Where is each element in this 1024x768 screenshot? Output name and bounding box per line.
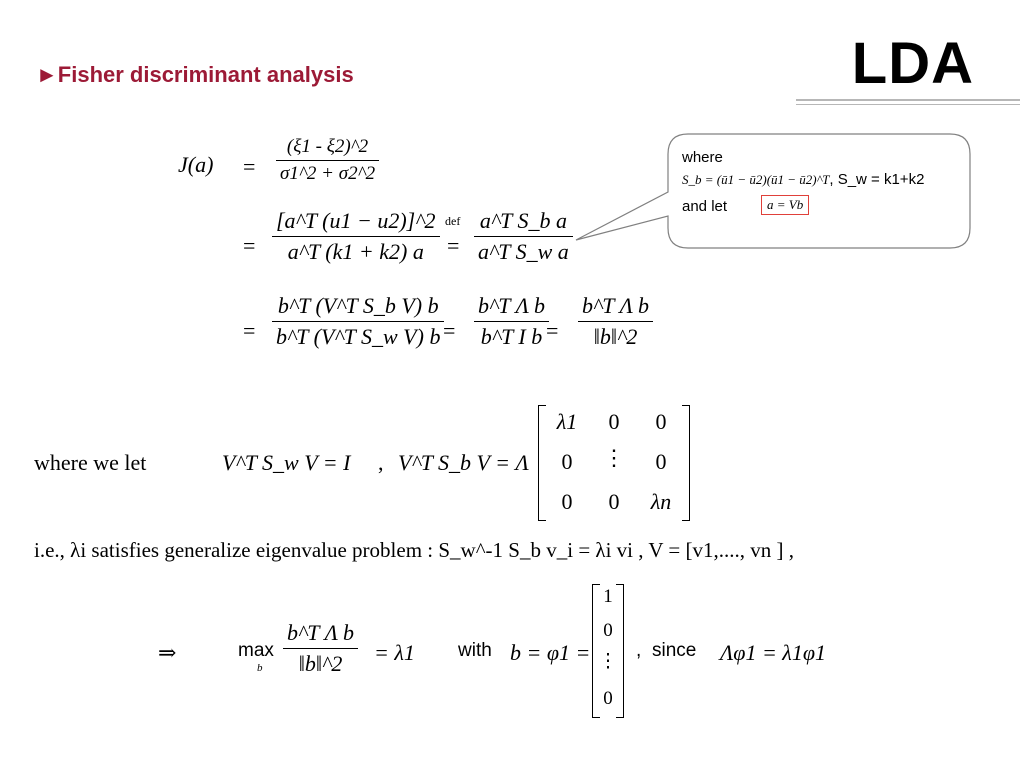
row3-denominator-b: b^T I b: [480, 324, 543, 349]
eigen-problem-statement: i.e., λi satisfies generalize eigenvalue problem : S_w^-1 S_b v_i = λi vi , V = [v1,...., vn ] ,: [34, 538, 794, 562]
implies-arrow: ⇒: [158, 640, 177, 665]
vector-cell: 0: [603, 620, 613, 641]
eigen-relation: Λφ1 = λ1φ1: [720, 640, 827, 665]
slide-title: LDA: [851, 31, 974, 96]
condition-diagonal: V^T S_b V = Λ: [398, 450, 529, 475]
with-label: with: [458, 640, 492, 661]
fraction-max: [283, 620, 358, 677]
row3-denominator-c: ‖b‖^2: [593, 324, 638, 349]
matrix-cell: 0: [561, 449, 573, 474]
unit-vector: [592, 584, 624, 718]
vector-cell: 1: [603, 586, 613, 607]
where-we-let: where we let: [34, 450, 147, 475]
highlighted-substitution: a = Vb: [761, 195, 809, 215]
matrix-cell: 0: [655, 449, 667, 474]
equals-sign: =: [546, 318, 559, 343]
fraction-row2-b: [474, 208, 573, 265]
section-title: Fisher discriminant analysis: [57, 62, 354, 87]
vector-cell: ⋮: [598, 651, 618, 672]
row3-numerator-c: b^T Λ b: [582, 293, 650, 318]
sw-definition: , S_w = k1+k2: [829, 171, 925, 188]
optimal-b: b = φ1 =: [510, 640, 591, 665]
title-rule-secondary: [796, 104, 1020, 105]
row3-numerator: b^T (V^T S_b V) b: [277, 293, 439, 318]
title-rule: [796, 99, 1020, 101]
matrix-cell: 0: [608, 409, 620, 434]
matrix-cell: 0: [561, 489, 573, 514]
max-label: max: [238, 640, 274, 661]
bullet-icon: ►: [36, 62, 58, 87]
row2-numerator: [a^T (u1 − u2)]^2: [276, 208, 436, 233]
comma: ,: [378, 450, 384, 475]
comma: ,: [636, 640, 642, 661]
callout-bubble: [560, 130, 980, 252]
equals-sign: =: [243, 233, 256, 258]
matrix-cell: λ1: [556, 409, 578, 434]
max-denominator: ‖b‖^2: [298, 651, 343, 676]
condition-whitening: V^T S_w V = I: [222, 450, 351, 475]
callout-where: where: [682, 149, 723, 166]
sb-definition: S_b = (ū1 − ū2)(ū1 − ū2)^T: [682, 172, 830, 187]
fraction-row3: [272, 293, 444, 350]
row3-denominator: b^T (V^T S_w V) b: [276, 324, 441, 349]
fraction-row2: [272, 208, 440, 265]
row1-denominator: σ1^2 + σ2^2: [280, 163, 376, 184]
lambda-matrix: [538, 405, 690, 521]
row2-denominator: a^T (k1 + k2) a: [287, 239, 424, 264]
objective-lhs: J(a): [178, 152, 214, 177]
equals-sign: =: [243, 154, 256, 179]
matrix-cell: ⋮: [603, 445, 625, 470]
max-value: = λ1: [374, 640, 415, 665]
fraction-row3-b: [474, 293, 549, 350]
vector-cell: 0: [603, 688, 613, 709]
callout-let: and let: [682, 198, 728, 215]
row2-numerator-b: a^T S_b a: [479, 208, 567, 233]
equals-sign: =: [447, 233, 460, 258]
callout-definitions: [682, 171, 924, 188]
def-label: def: [445, 214, 461, 228]
max-numerator: b^T Λ b: [287, 620, 355, 645]
equals-sign: =: [443, 318, 456, 343]
matrix-cell: λn: [650, 489, 672, 514]
row1-numerator: (ξ1 - ξ2)^2: [286, 136, 369, 157]
matrix-cell: 0: [655, 409, 667, 434]
fraction-row1: [276, 136, 379, 185]
fraction-row3-c: [578, 293, 653, 350]
matrix-cell: 0: [608, 489, 620, 514]
since-label: since: [652, 640, 697, 661]
section-heading: [36, 62, 354, 88]
row3-numerator-b: b^T Λ b: [478, 293, 546, 318]
equals-sign: =: [243, 318, 256, 343]
row2-denominator-b: a^T S_w a: [478, 239, 569, 264]
max-subscript: b: [257, 662, 263, 674]
